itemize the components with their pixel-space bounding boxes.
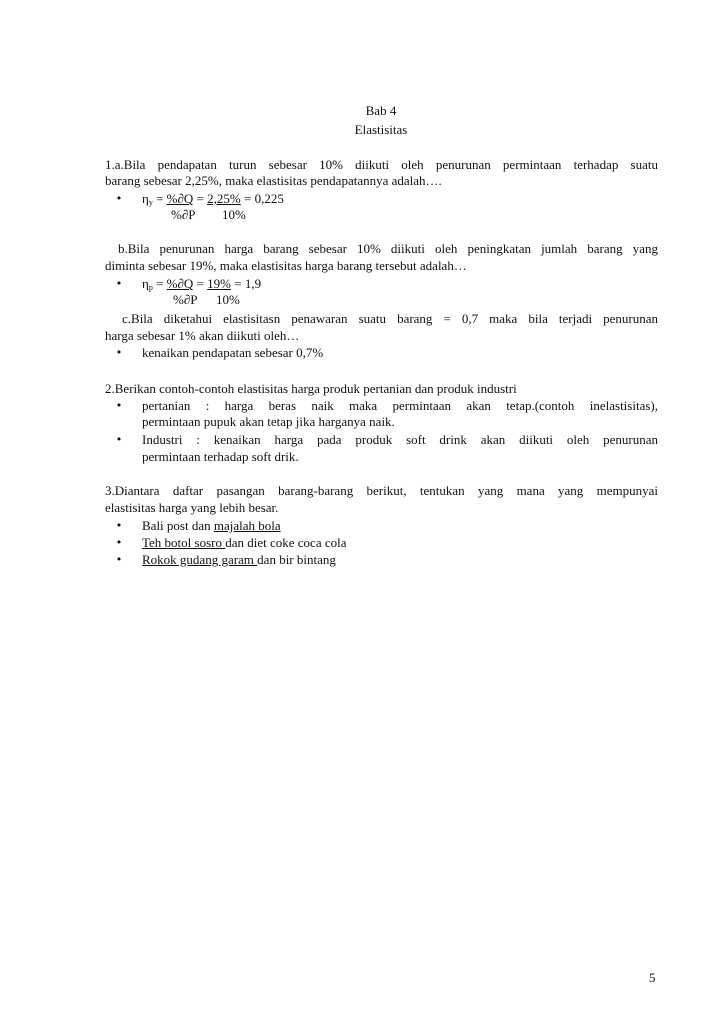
eta-symbol: η: [142, 276, 149, 291]
q2-line1: 2.Berikan contoh-contoh elastisitas harga produk pertanian dan produk industri: [105, 381, 517, 396]
bullet-icon: •: [115, 536, 123, 549]
q3-pair-1: Bali post dan majalah bola: [142, 518, 281, 533]
bullet-icon: •: [115, 399, 123, 412]
q1c-line1: c.Bila diketahui elastisitasn penawaran suatu barang = 0,7 maka bila terjadi penurunan: [122, 311, 658, 326]
q1a-num-value: 2,25%: [207, 191, 241, 206]
q1b-line2: diminta sebesar 19%, maka elastisitas harga barang tersebut adalah…: [105, 258, 467, 273]
q2-item2-line2: permintaan terhadap soft drik.: [142, 449, 299, 464]
q2-item1-line1: pertanian : harga beras naik maka permintaan akan tetap.(contoh inelastisitas),: [142, 398, 658, 413]
q3-pair-3: Rokok gudang garam dan bir bintang: [142, 552, 336, 567]
eta-subscript: y: [148, 198, 153, 207]
page-number: 5: [649, 970, 656, 985]
bullet-icon: •: [115, 433, 123, 446]
eta-symbol: η: [142, 191, 149, 206]
q3-line1: 3.Diantara daftar pasangan barang-barang berikut, tentukan yang mana yang mempunyai: [105, 483, 658, 498]
q1a-result: = 0,225: [240, 191, 284, 206]
q2-item1-line2: permintaan pupuk akan tetap jika harganya naik.: [142, 414, 395, 429]
q1b-den-value: 10%: [216, 292, 240, 307]
q1c-line2: harga sebesar 1% akan diikuti oleh…: [105, 328, 300, 343]
eta-subscript: p: [148, 283, 153, 292]
bullet-icon: •: [115, 519, 123, 532]
q1b-num-symbolic: %∂Q: [166, 276, 194, 291]
q3-pair-2: Teh botol sosro dan diet coke coca cola: [142, 535, 347, 550]
q1b-formula-numerator: $\eta_p = \%\partial Q = 19\% = 1,9$: [142, 276, 262, 292]
chapter-label: Bab 4: [365, 103, 397, 118]
bullet-icon: •: [115, 553, 123, 566]
bullet-icon: •: [115, 277, 123, 290]
q1a-line1: 1.a.Bila pendapatan turun sebesar 10% diikuti oleh penurunan permintaan terhadap suatu: [105, 157, 658, 172]
q1a-formula-numerator: $\eta_y = \%\partial Q = 2,25\% = 0,225$: [142, 191, 284, 207]
chapter-title: Elastisitas: [354, 122, 408, 137]
q2-item2-line1: Industri : kenaikan harga pada produk soft drink akan diikuti oleh penurunan: [142, 432, 658, 447]
q1a-den-value: 10%: [222, 207, 246, 222]
q1b-num-value: 19%: [207, 276, 231, 291]
q1a-num-symbolic: %∂Q: [166, 191, 194, 206]
q1b-line1: b.Bila penurunan harga barang sebesar 10% diikuti oleh peningkatan jumlah barang yang: [118, 241, 658, 256]
q1a-den-symbolic: %∂P: [171, 207, 196, 222]
q1b-result: = 1,9: [231, 276, 262, 291]
bullet-icon: •: [115, 192, 123, 205]
bullet-icon: •: [115, 346, 123, 359]
q1c-answer: kenaikan pendapatan sebesar 0,7%: [142, 345, 324, 360]
q3-line2: elastisitas harga yang lebih besar.: [105, 500, 279, 515]
q1b-den-symbolic: %∂P: [173, 292, 198, 307]
q1a-line2: barang sebesar 2,25%, maka elastisitas pendapatannya adalah….: [105, 173, 442, 188]
